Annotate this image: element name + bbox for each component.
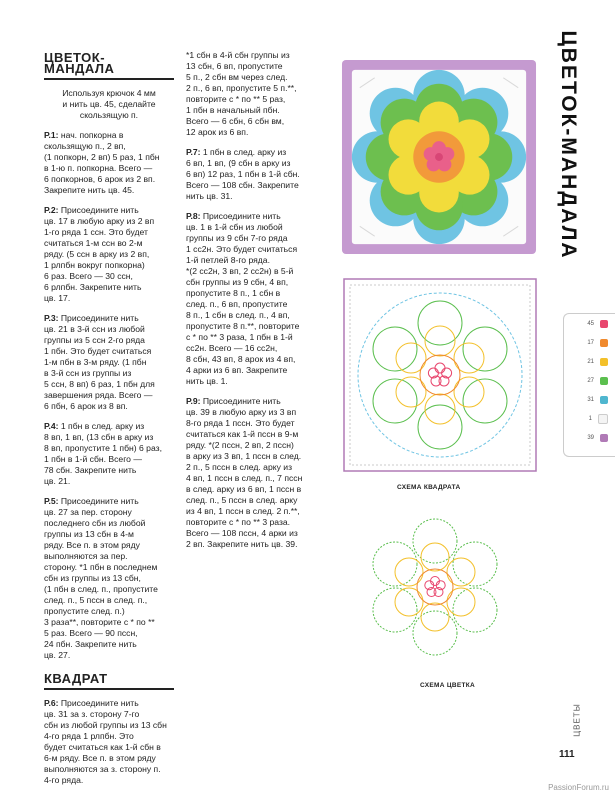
row-label: Р.8: xyxy=(186,211,201,221)
column-middle xyxy=(186,50,336,559)
legend-swatch xyxy=(600,339,608,347)
instruction-row xyxy=(44,421,174,487)
instruction-row xyxy=(44,496,174,661)
legend-color-number: 31 xyxy=(587,396,594,403)
square-rows-right xyxy=(186,147,336,550)
yarn-color-legend xyxy=(563,313,615,457)
row-label: Р.9: xyxy=(186,396,201,406)
row-text: Присоедините нить цв. 39 в любую арку из 3 вп 8-го ряда 1 пссн. Это будет считаться как 1-й пссн в 9-м ряду. *(2 пссн, 2 вп, 2 пссн) в арку из 3 вп, 1 пссн в след. 2 п., 5 пссн в след. арку из 4 вп, 1 пссн в след. п., 7 пссн в след. арку из 6 вп, 1 пссн в след. п., 5 пссн в след. арку из 4 вп, 1 пссн в след. 2 п.**, повторите с * по ** 3 раза. Всего — 108 пссн, 4 арки из 2 вп. Закрепите нить цв. 39. xyxy=(186,396,303,549)
row-text: Присоедините нить цв. 31 за з. сторону 7-го сбн из любой группы из 13 сбн 4-го ряда 1 рлпбн. Это будет считаться как 1-й сбн в 6-м ряду. Все п. в этом ряду выполняются за з. сторону п. 4-го ряда. xyxy=(44,698,167,785)
row-text: 1 пбн в след. арку из 6 вп, 1 вп, (9 сбн в арку из 6 вп) 12 раз, 1 пбн в 1-й сбн. Всего — 108 сбн. Закрепите нить цв. 31. xyxy=(186,147,300,201)
instruction-row xyxy=(44,130,174,196)
legend-swatch xyxy=(600,377,608,385)
legend-swatch xyxy=(600,320,608,328)
square-rows-left xyxy=(44,698,174,786)
section-label xyxy=(567,700,587,740)
legend-swatch xyxy=(598,414,608,424)
legend-color-number: 21 xyxy=(587,358,594,365)
column-left xyxy=(44,50,174,795)
row-label: Р.4: xyxy=(44,421,59,431)
row-label: Р.5: xyxy=(44,496,59,506)
row-text: нач. попкорна в скользящую п., 2 вп, (1 попкорн, 2 вп) 5 раз, 1 пбн в 1-ю п. попкорна. Всего — 6 попкорнов, 6 арок из 2 вп. Закрепите нить цв. 45. xyxy=(44,130,160,195)
legend-swatch xyxy=(600,434,608,442)
row-text: 1 пбн в след. арку из 8 вп, 1 вп, (13 сбн в арку из 8 вп, пропустите 1 пбн) 6 раз, 1 пбн в 1-й сбн. Всего — 78 сбн. Закрепите нить цв. 21. xyxy=(44,421,162,486)
section-heading-square: КВАДРАТ xyxy=(44,673,174,690)
mandala-intro: Используя крючок 4 мм и нить цв. 45, сделайте скользящую п. xyxy=(62,88,156,120)
legend-item xyxy=(564,314,615,333)
caption-flower-chart: СХЕМА ЦВЕТКА xyxy=(420,682,476,689)
legend-item xyxy=(564,352,615,371)
section-heading-mandala: ЦВЕТОК-МАНДАЛА xyxy=(44,52,174,80)
flower-chart-diagram xyxy=(365,515,505,675)
instruction-row xyxy=(44,205,174,304)
legend-item xyxy=(564,333,615,352)
row-text: Присоедините нить цв. 21 в 3-й ссн из любой группы из 5 ссн 2-го ряда 1 пбн. Это будет считаться 1-м пбн в 3-м ряду. (1 пбн в 3-й ссн из группы из 5 ссн, 8 вп) 6 раз, 1 пбн для завершения ряда. Всего — 6 пбн, 6 арок из 8 вп. xyxy=(44,313,155,411)
legend-color-number: 27 xyxy=(587,377,594,384)
legend-item xyxy=(564,390,615,409)
legend-swatch xyxy=(600,396,608,404)
row-label: Р.6: xyxy=(44,698,59,708)
row-text: Присоедините нить цв. 1 в 1-й сбн из любой группы из 9 сбн 7-го ряда 1 сс2н. Это будет считаться 1-й петлей 8-го ряда. *(2 сс2н, 3 вп, 2 сс2н) в 5-й сбн группы из 9 сбн, 4 вп, пропустите 8 п., 1 сбн в след. п., 6 вп, пропустите 8 п., 1 сбн в след. п., 4 вп, пропустите 8 п.**, повторите с * по ** 3 раза, 1 пбн в 1-й сс2н. Всего — 16 сс2н, 8 сбн, 43 вп, 8 арок из 4 вп, 4 арки из 6 вп. Закрепите нить цв. 1. xyxy=(186,211,300,386)
square-continuation: *1 сбн в 4-й сбн группы из 13 сбн, 6 вп, пропустите 5 п., 2 сбн вм через след. 2 п., 6 вп, пропустите 5 п.**, повторите с * по ** 5 раз, 1 пбн в начальный пбн. Всего — 6 сбн, 6 сбн вм, 12 арок из 6 вп. xyxy=(186,50,297,137)
instruction-row xyxy=(186,147,336,202)
row-label: Р.3: xyxy=(44,313,59,323)
legend-color-number: 39 xyxy=(587,434,594,441)
instruction-row xyxy=(186,396,336,550)
section-label-text: ЦВЕТЫ xyxy=(572,703,582,737)
row-label: Р.7: xyxy=(186,147,201,157)
row-text: Присоедините нить цв. 27 за пер. сторону последнего сбн из любой группы из 13 сбн в 4-м ряду. Все п. в этом ряду выполняются за пер. сторону. *1 пбн в последнем сбн из группы из 13 сбн, (1 пбн в след. п., пропустите след. п., 5 пссн в след. п., пропустите след. п.) 3 раза**, повторите с * по ** 5 раз. Всего — 90 пссн, 24 пбн. Закрепите нить цв. 27. xyxy=(44,496,158,660)
row-label: Р.1: xyxy=(44,130,59,140)
instruction-row xyxy=(44,313,174,412)
page-number: 111 xyxy=(559,749,575,760)
legend-color-number: 17 xyxy=(587,339,594,346)
row-text: Присоедините нить цв. 17 в любую арку из 2 вп 1-го ряда 1 ссн. Это будет считаться 1-м ссн во 2-м ряду. (5 ссн в арку из 2 вп, 1 рлпбн вокруг попкорна) 6 раз. Всего — 30 ссн, 6 рлпбн. Закрепите нить цв. 17. xyxy=(44,205,155,303)
legend-color-number: 45 xyxy=(587,320,594,327)
vertical-title-text: ЦВЕТОК-МАНДАЛА xyxy=(557,30,580,260)
legend-item xyxy=(564,409,615,428)
crochet-square-photo xyxy=(340,58,538,256)
caption-square-chart: СХЕМА КВАДРАТА xyxy=(397,484,461,491)
legend-swatch xyxy=(600,358,608,366)
source-watermark: PassionForum.ru xyxy=(548,783,609,792)
vertical-title xyxy=(548,30,588,260)
row-label: Р.2: xyxy=(44,205,59,215)
instruction-row xyxy=(44,698,174,786)
mandala-rows xyxy=(44,130,174,661)
legend-item xyxy=(564,371,615,390)
square-chart-diagram xyxy=(340,275,540,475)
legend-color-number: 1 xyxy=(588,415,592,422)
instruction-row xyxy=(186,211,336,387)
legend-item xyxy=(564,428,615,447)
